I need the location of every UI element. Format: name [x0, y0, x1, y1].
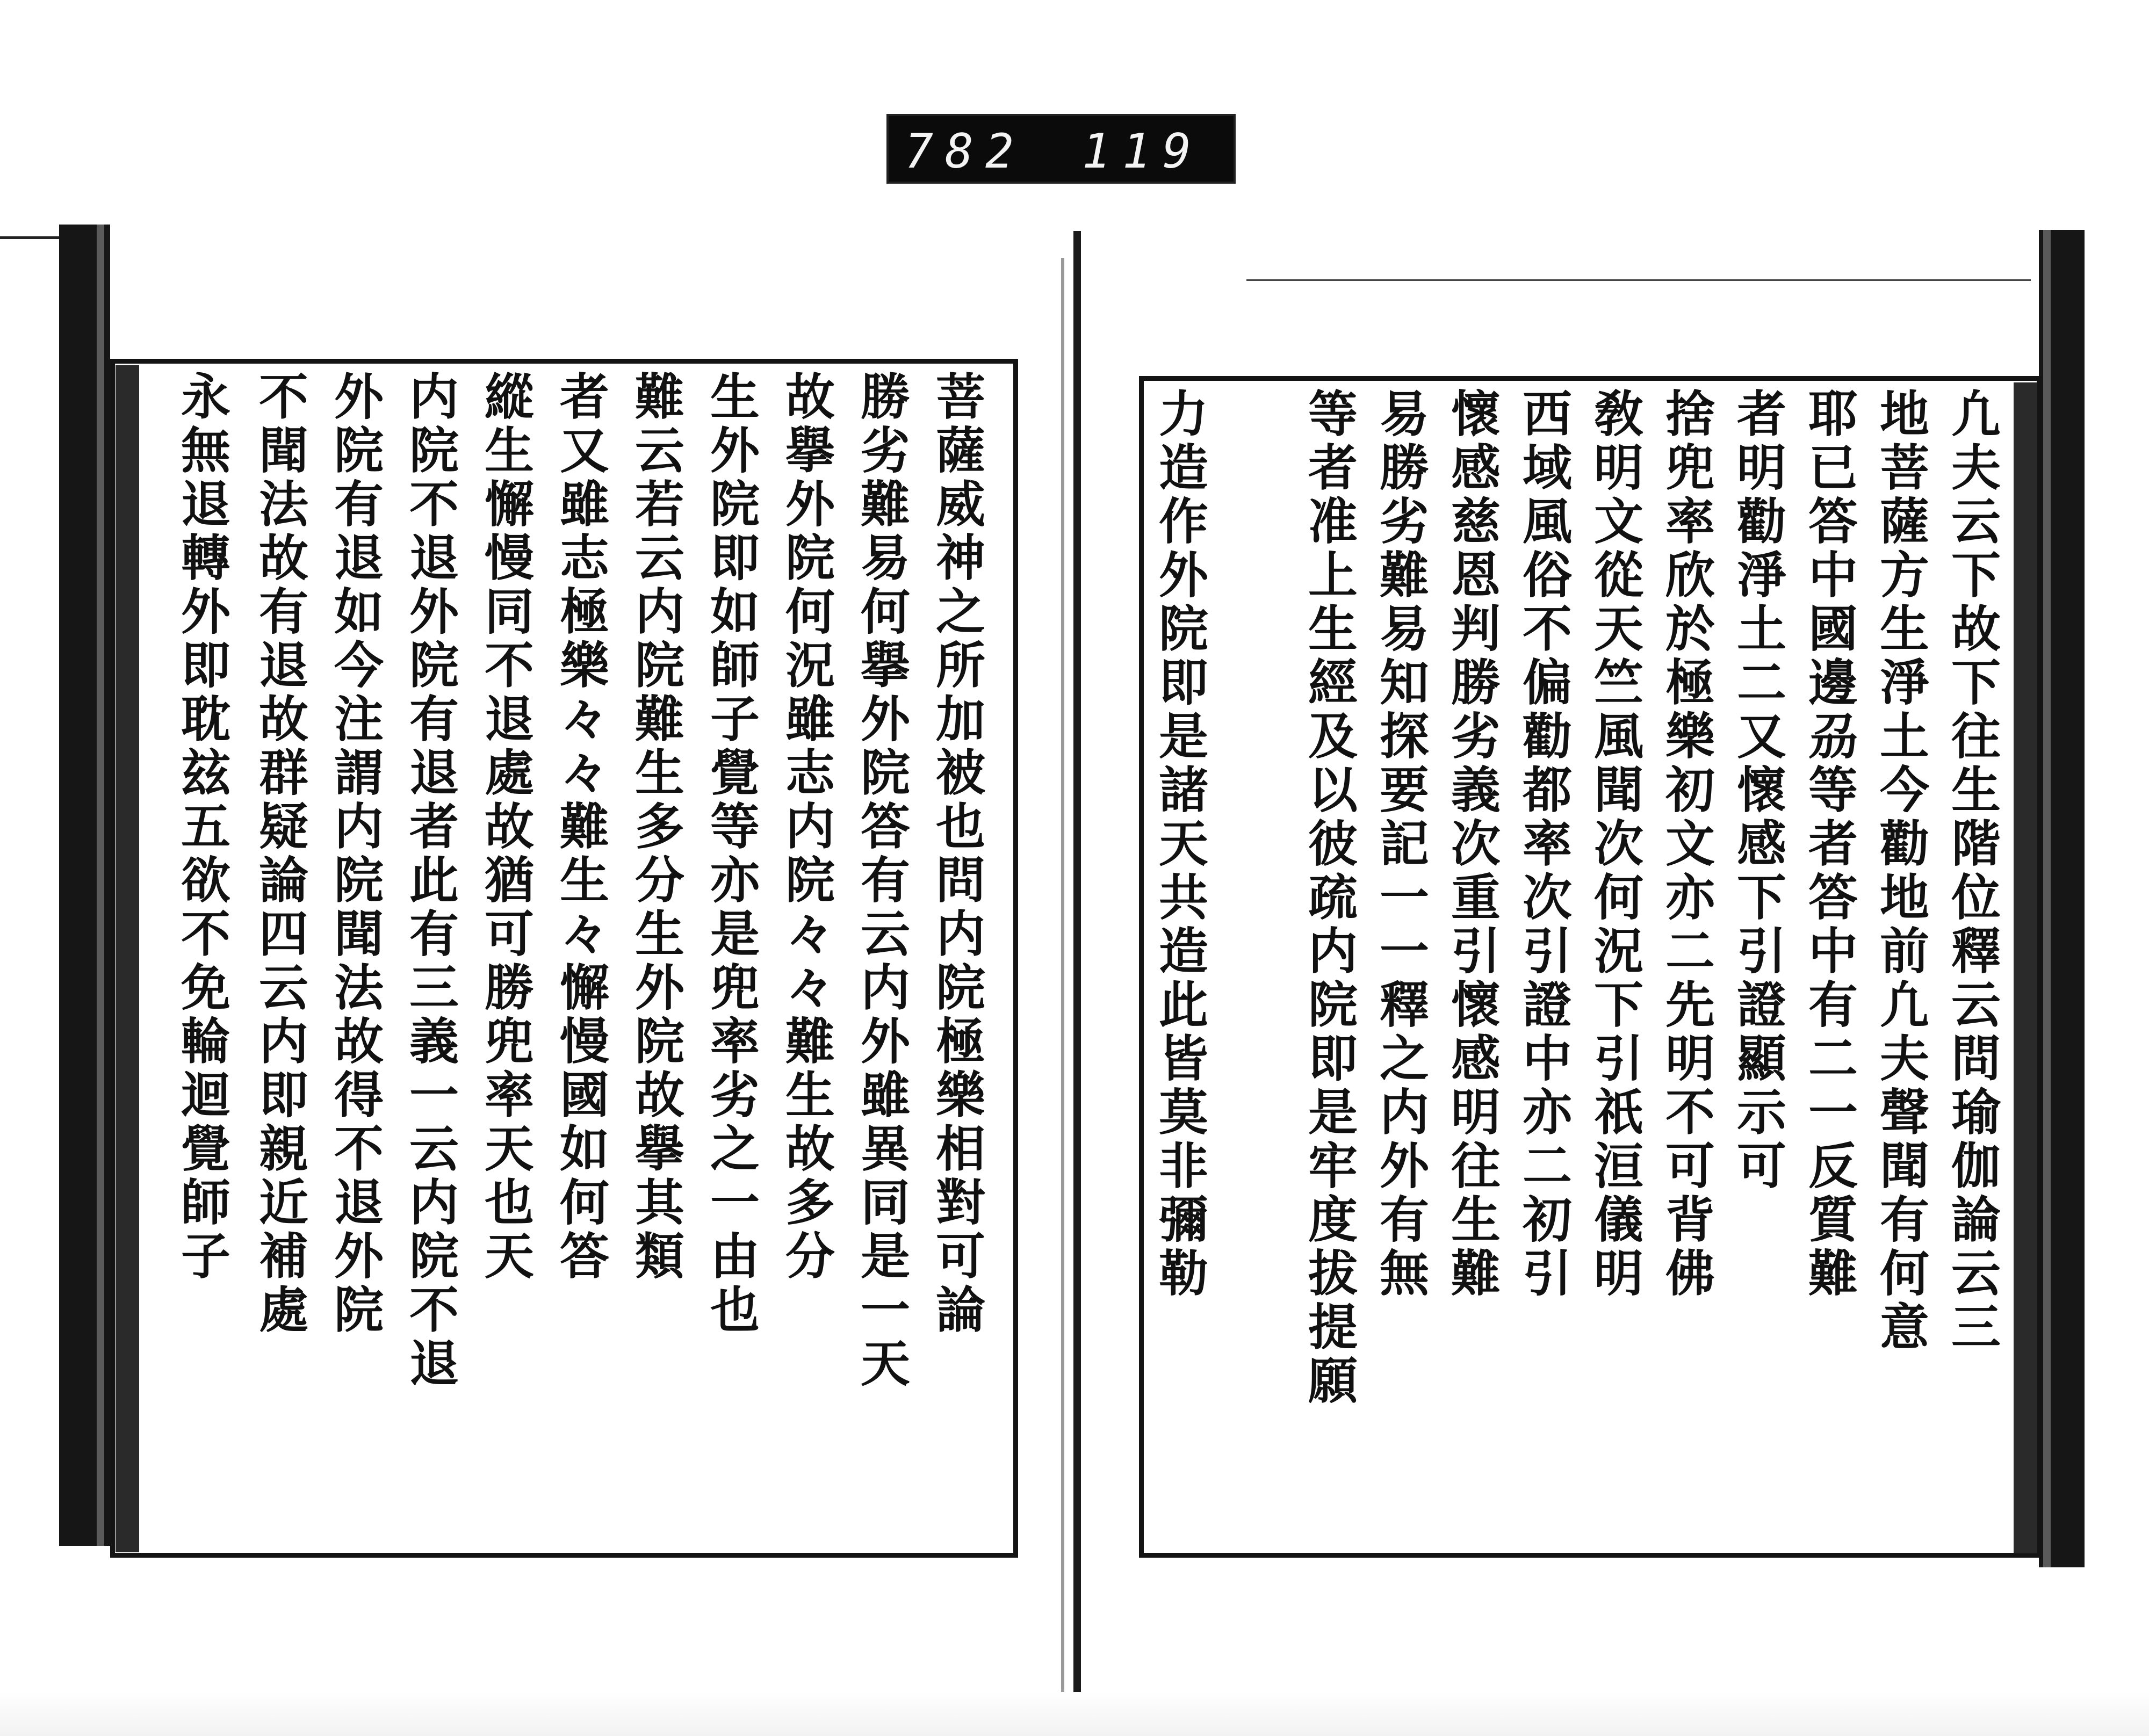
film-frame-number-right: 119 [1082, 124, 1203, 179]
left-page-column: 難云若云内院難生多分生外院故擧其類 [627, 371, 685, 1284]
right-page-column: 力造作外院即是諸天共造此皆莫非彌勒 [1151, 388, 1209, 1301]
gutter-shadow [1061, 258, 1064, 1708]
left-page-column: 永無退轉外即耽玆五欲不免輪迴覺師子 [173, 371, 231, 1284]
right-page-column: 等者准上生經及以彼疏内院即是牢度拔提願 [1300, 388, 1358, 1408]
left-page-column: 内院不退外院有退者此有三義一云内院不退 [401, 371, 459, 1391]
top-rule-left [0, 236, 64, 239]
left-page-column: 不聞法故有退故群疑論四云内即親近補處 [251, 371, 309, 1337]
left-page-running-head [116, 365, 139, 1552]
right-page-column: 耶已答中國邊刕等者答中有二一反質難 [1800, 388, 1858, 1301]
left-page-column: 縱生懈慢同不退處故猶可勝兜率天也天 [477, 371, 535, 1284]
right-page-column: 易勝劣難易知探要記一一釋之内外有無 [1372, 388, 1430, 1301]
binding-spine-right [2039, 230, 2085, 1567]
right-page-column: 凢夫云下故下往生階位釋云問瑜伽論云三 [1943, 388, 2001, 1355]
right-page-column: 者明勸淨土二又懷感下引證顯示可 [1729, 388, 1787, 1194]
left-page-column: 故擧外院何況雖志内院々々難生故多分 [777, 371, 835, 1284]
right-page-running-head [2014, 382, 2037, 1553]
center-gutter [1073, 231, 1081, 1736]
binding-spine-left [59, 225, 110, 1546]
right-page-column: 敎明文從天竺風聞次何況下引祇洹儀明 [1586, 388, 1644, 1301]
right-page-column: 地菩薩方生淨土今勸地前凢夫聲聞有何意 [1872, 388, 1930, 1355]
left-page-column: 勝劣難易何擧外院答有云内外雖異同是一天 [853, 371, 911, 1391]
left-page-column: 生外院即如師子覺等亦是兜率劣之一由也 [702, 371, 760, 1337]
left-page-column: 菩薩威神之所加被也問内院極樂相對可論 [928, 371, 986, 1337]
bottom-margin [0, 1692, 2149, 1736]
left-page-column: 者又雖志極樂々々難生々懈慢國如何答 [552, 371, 610, 1284]
right-page-column: 西域風俗不偏勸都率次引證中亦二初引 [1515, 388, 1573, 1301]
film-frame-label [886, 114, 1236, 184]
left-page-column: 外院有退如今注謂内院聞法故得不退外院 [326, 371, 384, 1337]
right-page-column: 懷感慈恩判勝劣義次重引懷感明往生難 [1443, 388, 1501, 1301]
film-frame-number-left: 782 [905, 124, 1026, 179]
top-rule-right [1246, 279, 2031, 281]
right-page-column: 捨兜率欣於極樂初文亦二先明不可背佛 [1657, 388, 1715, 1301]
